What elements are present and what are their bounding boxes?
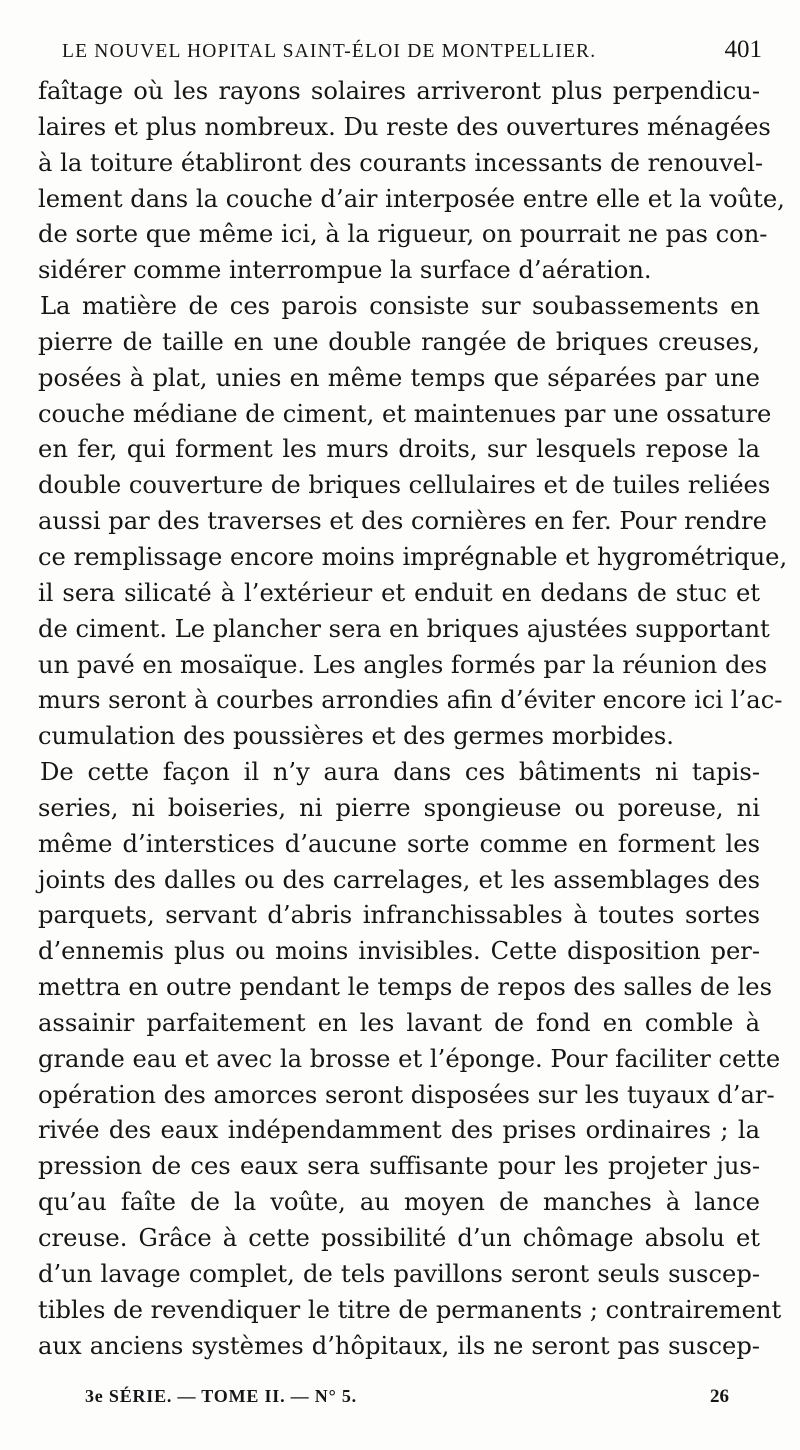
body-text [38, 74, 788, 1364]
text-line: parquets, servant d’abris infranchissables à toutes sortes [38, 901, 760, 930]
text-line: tibles de revendiquer le titre de permanents ; contrairement [38, 1295, 782, 1324]
text-line: De cette façon il n’y aura dans ces bâtiments ni tapis- [40, 758, 760, 787]
page-number: 401 [724, 36, 762, 63]
text-line: cumulation des poussières et des germes morbides. [38, 722, 674, 751]
text-line: aussi par des traverses et des cornières en fer. Pour rendre [38, 507, 767, 536]
text-line: joints des dalles ou des carrelages, et les assemblages des [38, 865, 760, 894]
text-line: pierre de taille en une double rangée de briques creuses, [38, 327, 760, 356]
text-line: il sera silicaté à l’extérieur et enduit en dedans de stuc et [38, 578, 760, 607]
text-line: couche médiane de ciment, et maintenues par une ossature [38, 399, 772, 428]
text-line: d’ennemis plus ou moins invisibles. Cette disposition per- [38, 937, 760, 966]
signature-mark: 3e SÉRIE. — TOME II. — N° 5. [85, 1386, 357, 1406]
text-line: un pavé en mosaïque. Les angles formés par la réunion des [38, 650, 768, 679]
running-title: LE NOUVEL HOPITAL SAINT-ÉLOI DE MONTPELLIER. [62, 41, 597, 62]
paragraph-2 [38, 289, 788, 755]
text-line: mettra en outre pendant le temps de repos des salles de les [38, 973, 772, 1002]
page-footer [85, 1386, 729, 1416]
text-line: murs seront à courbes arrondies afin d’éviter encore ici l’ac- [38, 686, 783, 715]
text-line: qu’au faîte de la voûte, au moyen de manches à lance [38, 1188, 760, 1217]
text-line: La matière de ces parois consiste sur soubassements en [40, 292, 760, 321]
text-line: sidérer comme interrompue la surface d’aération. [38, 256, 652, 285]
text-line: creuse. Grâce à cette possibilité d’un chômage absolu et [38, 1224, 760, 1252]
text-line: series, ni boiseries, ni pierre spongieuse ou poreuse, ni [38, 793, 760, 822]
text-line: même d’interstices d’aucune sorte comme en forment les [38, 829, 760, 858]
text-line: ce remplissage encore moins imprégnable et hygrométrique, [38, 542, 788, 571]
running-head [62, 36, 762, 68]
text-line: rivée des eaux indépendamment des prises ordinaires ; la [38, 1116, 760, 1145]
text-line: pression de ces eaux sera suffisante pour les projeter jus- [38, 1152, 760, 1181]
text-line: lement dans la couche d’air interposée entre elle et la voûte, [38, 184, 785, 213]
text-line: posées à plat, unies en même temps que séparées par une [38, 363, 760, 392]
text-line: à la toiture établiront des courants incessants de renouvel- [38, 148, 764, 177]
paragraph-3 [38, 755, 782, 1364]
text-line: faîtage où les rayons solaires arriveront plus perpendicu- [38, 77, 760, 105]
text-line: laires et plus nombreux. Du reste des ouvertures ménagées [38, 112, 771, 141]
text-line: double couverture de briques cellulaires et de tuiles reliées [38, 471, 771, 500]
paragraph-1 [38, 74, 785, 289]
text-line: en fer, qui forment les murs droits, sur lesquels repose la [38, 435, 760, 464]
text-line: de ciment. Le plancher sera en briques ajustées supportant [38, 614, 770, 643]
sheet-number: 26 [710, 1386, 729, 1407]
text-line: opération des amorces seront disposées sur les tuyaux d’ar- [38, 1080, 775, 1109]
text-line: d’un lavage complet, de tels pavillons seront seuls suscep- [38, 1259, 760, 1288]
text-line: grande eau et avec la brosse et l’éponge. Pour faciliter cette [38, 1044, 781, 1073]
text-line: de sorte que même ici, à la rigueur, on pourrait ne pas con- [38, 220, 768, 249]
text-line: aux anciens systèmes d’hôpitaux, ils ne seront pas suscep- [38, 1331, 760, 1360]
text-line: assainir parfaitement en les lavant de fond en comble à [38, 1008, 760, 1037]
